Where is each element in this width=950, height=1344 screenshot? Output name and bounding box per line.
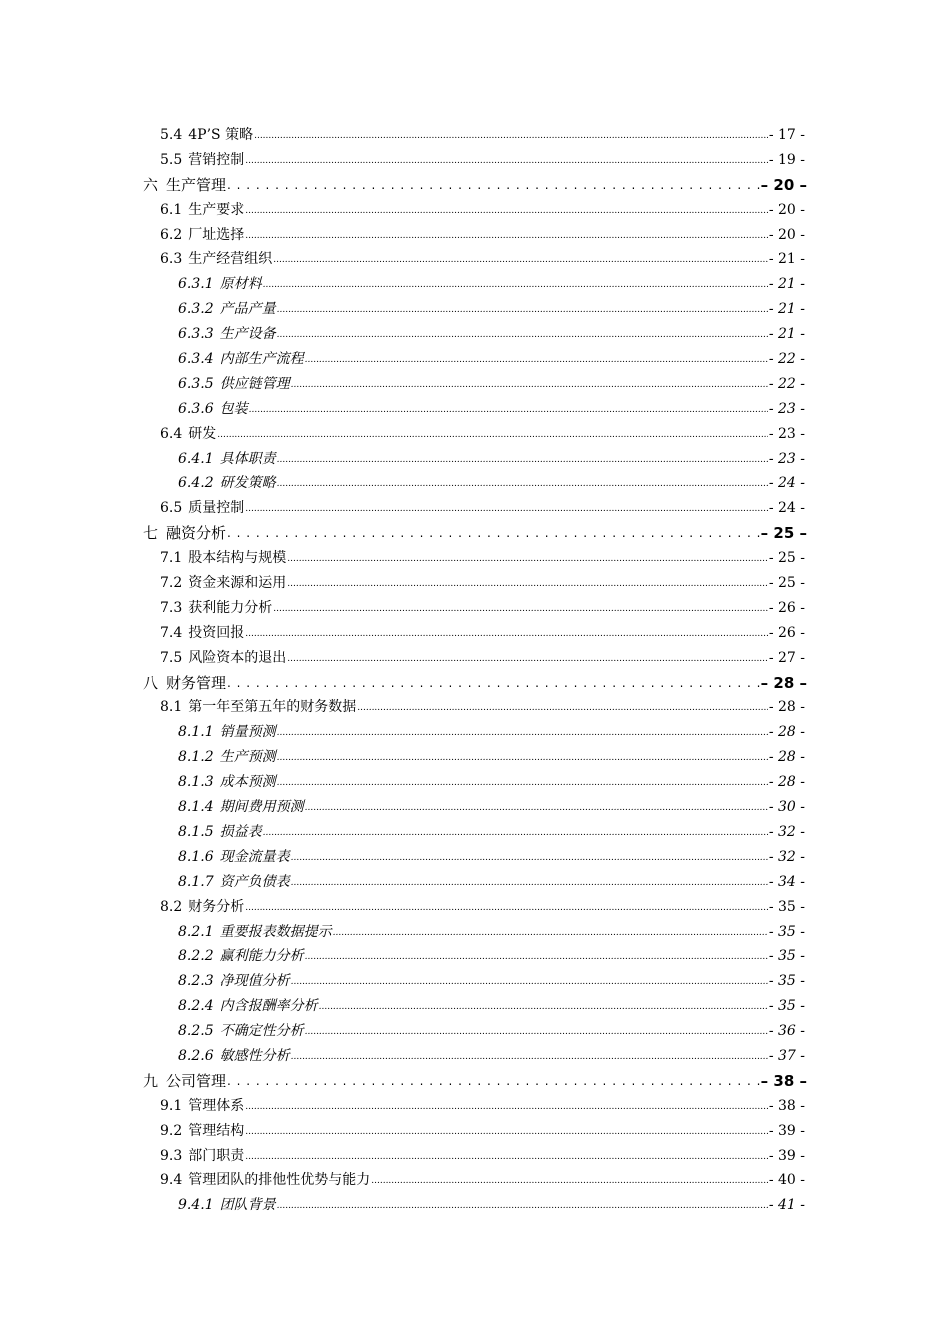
toc-section-number: 6.3.5	[178, 375, 214, 392]
toc-page-number: – 20 –	[760, 175, 807, 194]
toc-page-number: - 40 -	[768, 1172, 805, 1189]
toc-entry-level-2[interactable]	[0, 1094, 950, 1119]
toc-page-number: - 24 -	[768, 475, 805, 492]
toc-section-title: 现金流量表	[219, 848, 290, 865]
toc-section-number: 8.1.5	[178, 823, 214, 840]
toc-section-title: 具体职责	[219, 450, 276, 467]
toc-dot-leader	[227, 172, 760, 198]
toc-section-number: 8.2.2	[178, 948, 214, 965]
toc-section-number: 7.2	[160, 575, 183, 592]
toc-section-number: 六	[143, 175, 159, 194]
toc-page-number: - 35 -	[768, 973, 805, 990]
toc-dot-leader	[273, 246, 768, 273]
toc-entry-row	[160, 422, 805, 449]
toc-section-title: 管理团队的排他性优势与能力	[188, 1172, 371, 1189]
toc-entry-row	[160, 148, 805, 175]
toc-entry-row	[178, 272, 805, 299]
toc-dot-leader	[245, 147, 768, 174]
toc-dot-leader	[291, 844, 768, 871]
toc-dot-leader	[287, 545, 768, 572]
toc-entry-level-3[interactable]	[0, 969, 950, 994]
toc-entry-row	[178, 372, 805, 399]
toc-entry-level-3[interactable]	[0, 920, 950, 945]
toc-section-title: 质量控制	[188, 500, 245, 517]
toc-section-number: 6.3.4	[178, 351, 214, 368]
toc-entry-row	[178, 770, 805, 797]
toc-page-number: - 30 -	[768, 799, 805, 816]
toc-dot-leader	[287, 645, 768, 672]
toc-dot-leader	[227, 1068, 760, 1094]
toc-page-number: - 23 -	[768, 450, 805, 467]
toc-section-title: 第一年至第五年的财务数据	[188, 699, 357, 716]
toc-entry-level-3[interactable]	[0, 297, 950, 322]
toc-entry-row	[160, 571, 805, 598]
toc-section-title: 重要报表数据提示	[219, 923, 332, 940]
toc-section-title: 财务管理	[166, 673, 227, 692]
toc-section-title: 投资回报	[188, 624, 245, 641]
toc-entry-row	[160, 895, 805, 922]
toc-section-number: 6.4.2	[178, 475, 214, 492]
toc-section-title: 融资分析	[166, 524, 227, 543]
toc-page-number: - 39 -	[768, 1147, 805, 1164]
toc-section-number: 8.2.3	[178, 973, 214, 990]
toc-section-title: 股本结构与规模	[188, 550, 287, 567]
toc-dot-leader	[245, 894, 768, 921]
toc-dot-leader	[249, 396, 768, 423]
toc-section-number: 8.1.6	[178, 848, 214, 865]
toc-entry-row	[160, 1144, 805, 1171]
toc-dot-leader	[277, 719, 768, 746]
toc-entry-level-3[interactable]	[0, 471, 950, 496]
toc-dot-leader	[263, 819, 768, 846]
toc-section-title: 原材料	[219, 276, 262, 293]
toc-entry-row	[143, 521, 807, 547]
toc-page-number: - 23 -	[768, 400, 805, 417]
toc-entry-row	[178, 994, 805, 1021]
toc-entry-row	[178, 447, 805, 474]
toc-entry-level-2[interactable]	[0, 223, 950, 248]
toc-section-title: 内含报酬率分析	[219, 998, 318, 1015]
toc-entry-row	[178, 720, 805, 747]
toc-section-title: 研发策略	[219, 475, 276, 492]
toc-section-title: 损益表	[219, 823, 262, 840]
toc-page-number: - 20 -	[768, 201, 805, 218]
toc-entry-level-3[interactable]	[0, 795, 950, 820]
toc-entry-level-3[interactable]	[0, 372, 950, 397]
toc-page-number: - 28 -	[768, 774, 805, 791]
toc-section-number: 6.2	[160, 226, 183, 243]
toc-section-number: 6.4.1	[178, 450, 214, 467]
toc-entry-level-3[interactable]	[0, 1044, 950, 1069]
toc-entry-row	[178, 1044, 805, 1071]
toc-section-number: 8.1.3	[178, 774, 214, 791]
toc-section-title: 内部生产流程	[219, 351, 304, 368]
toc-dot-leader	[357, 694, 768, 721]
toc-section-number: 9.3	[160, 1147, 183, 1164]
toc-dot-leader	[287, 570, 768, 597]
toc-section-title: 营销控制	[188, 151, 245, 168]
toc-page-number: - 28 -	[768, 724, 805, 741]
toc-page-number: - 28 -	[768, 749, 805, 766]
toc-dot-leader	[305, 1018, 768, 1045]
toc-dot-leader	[305, 943, 768, 970]
toc-entry-level-2[interactable]	[0, 546, 950, 571]
toc-section-title: 资金来源和运用	[188, 575, 287, 592]
toc-page-number: - 17 -	[768, 127, 805, 143]
toc-page-number: - 35 -	[768, 898, 805, 915]
toc-page-number: - 34 -	[768, 873, 805, 890]
toc-section-title: 资产负债表	[219, 873, 290, 890]
toc-page-number: – 25 –	[760, 524, 807, 543]
toc-page-number: - 25 -	[768, 575, 805, 592]
toc-page-number: - 25 -	[768, 550, 805, 567]
toc-section-number: 9.4	[160, 1172, 183, 1189]
toc-dot-leader	[291, 371, 768, 398]
toc-entry-row	[143, 173, 807, 199]
toc-section-number: 8.2.1	[178, 923, 214, 940]
toc-section-title: 管理体系	[188, 1097, 245, 1114]
toc-section-number: 9.1	[160, 1097, 183, 1114]
toc-section-number: 8.1.2	[178, 749, 214, 766]
toc-entry-level-3[interactable]	[0, 272, 950, 297]
toc-dot-leader	[245, 620, 768, 647]
toc-section-number: 6.3.3	[178, 326, 214, 343]
toc-entry-level-3[interactable]	[0, 322, 950, 347]
toc-entry-level-3[interactable]	[0, 347, 950, 372]
toc-entry-level-2[interactable]	[0, 1119, 950, 1144]
toc-section-number: 九	[143, 1071, 159, 1090]
toc-section-title: 净现值分析	[219, 973, 290, 990]
toc-entry-row	[178, 845, 805, 872]
toc-section-number: 7.5	[160, 649, 183, 666]
toc-section-title: 部门职责	[188, 1147, 245, 1164]
toc-section-number: 5.5	[160, 151, 183, 168]
toc-dot-leader	[227, 520, 760, 546]
toc-dot-leader	[254, 122, 768, 149]
toc-dot-leader	[277, 321, 768, 348]
toc-section-title: 供应链管理	[219, 375, 290, 392]
toc-entry-level-2[interactable]	[0, 596, 950, 621]
toc-entry-level-2[interactable]	[0, 1168, 950, 1193]
toc-entry-level-3[interactable]	[0, 944, 950, 969]
toc-section-title: 生产预测	[219, 749, 276, 766]
toc-page-number: - 32 -	[768, 848, 805, 865]
toc-dot-leader	[305, 346, 768, 373]
toc-entry-row	[160, 198, 805, 225]
toc-entry-row	[160, 223, 805, 250]
toc-entry-row	[160, 1094, 805, 1121]
toc-section-number: 8.1.7	[178, 873, 214, 890]
toc-entry-row	[178, 870, 805, 897]
toc-section-number: 七	[143, 524, 159, 543]
toc-dot-leader	[277, 446, 768, 473]
toc-page-number: - 21 -	[768, 251, 805, 268]
toc-dot-leader	[291, 869, 768, 896]
toc-entry-level-2[interactable]	[0, 198, 950, 223]
toc-entry-level-3[interactable]	[0, 1193, 950, 1218]
toc-entry-level-3[interactable]	[0, 447, 950, 472]
toc-section-title: 不确定性分析	[219, 1023, 304, 1040]
toc-dot-leader	[245, 495, 768, 522]
toc-entry-level-1[interactable]	[0, 173, 950, 198]
toc-entry-level-3[interactable]	[0, 720, 950, 745]
toc-page-number: - 21 -	[768, 301, 805, 318]
toc-dot-leader	[217, 421, 768, 448]
toc-entry-level-3[interactable]	[0, 994, 950, 1019]
toc-section-number: 6.3.1	[178, 276, 214, 293]
toc-page-number: - 23 -	[768, 425, 805, 442]
toc-page-number: - 41 -	[768, 1197, 805, 1214]
toc-page-number: - 19 -	[768, 151, 805, 168]
toc-section-title: 赢利能力分析	[219, 948, 304, 965]
toc-dot-leader	[245, 1118, 768, 1145]
toc-section-number: 6.4	[160, 425, 183, 442]
toc-page-number: - 27 -	[768, 649, 805, 666]
toc-page-number: - 35 -	[768, 923, 805, 940]
toc-dot-leader	[245, 1143, 768, 1170]
toc-section-number: 7.4	[160, 624, 183, 641]
toc-page-number: - 26 -	[768, 599, 805, 616]
toc-dot-leader	[333, 919, 768, 946]
toc-section-number: 6.3.6	[178, 400, 214, 417]
toc-entry-level-2[interactable]	[0, 1144, 950, 1169]
toc-section-number: 8.2.4	[178, 998, 214, 1015]
toc-entry-row	[160, 695, 805, 722]
toc-dot-leader	[305, 794, 768, 821]
toc-dot-leader	[263, 271, 768, 298]
toc-entry-level-3[interactable]	[0, 1019, 950, 1044]
toc-page-number: - 28 -	[768, 699, 805, 716]
toc-page-number: – 38 –	[760, 1071, 807, 1090]
toc-page-number: - 26 -	[768, 624, 805, 641]
toc-entry-level-2[interactable]	[0, 895, 950, 920]
toc-entry-row	[178, 795, 805, 822]
toc-page-number: - 38 -	[768, 1097, 805, 1114]
toc-page-number: - 21 -	[768, 326, 805, 343]
toc-entry-row	[160, 546, 805, 573]
toc-section-number: 8.1.1	[178, 724, 214, 741]
toc-entry-level-2[interactable]	[0, 646, 950, 671]
toc-entry-level-3[interactable]	[0, 820, 950, 845]
toc-page-number: - 22 -	[768, 375, 805, 392]
toc-dot-leader	[371, 1167, 768, 1194]
toc-entry-level-3[interactable]	[0, 745, 950, 770]
toc-section-title: 生产设备	[219, 326, 276, 343]
toc-dot-leader	[291, 1043, 768, 1070]
toc-section-title: 团队背景	[219, 1197, 276, 1214]
toc-section-title: 产品产量	[219, 301, 276, 318]
toc-page-number: - 22 -	[768, 351, 805, 368]
toc-entry-row	[178, 397, 805, 424]
toc-section-title: 生产要求	[188, 201, 245, 218]
toc-dot-leader	[277, 744, 768, 771]
toc-entry-level-2[interactable]	[0, 247, 950, 272]
toc-entry-level-3[interactable]	[0, 870, 950, 895]
toc-entry-level-2[interactable]	[0, 422, 950, 447]
toc-dot-leader	[273, 595, 768, 622]
toc-section-title: 期间费用预测	[219, 799, 304, 816]
toc-section-number: 9.4.1	[178, 1197, 214, 1214]
toc-dot-leader	[245, 1093, 768, 1120]
toc-entry-level-2[interactable]	[0, 148, 950, 173]
toc-dot-leader	[277, 769, 768, 796]
toc-section-number: 7.3	[160, 599, 183, 616]
toc-section-title: 厂址选择	[188, 226, 245, 243]
toc-section-number: 7.1	[160, 550, 183, 567]
toc-entry-row	[160, 1119, 805, 1146]
toc-entry-level-2[interactable]	[0, 695, 950, 720]
toc-entry-row	[178, 969, 805, 996]
toc-section-number: 8.2	[160, 898, 183, 915]
toc-dot-leader	[277, 470, 768, 497]
toc-section-title: 财务分析	[188, 898, 245, 915]
toc-section-title: 成本预测	[219, 774, 276, 791]
toc-entry-level-3[interactable]	[0, 397, 950, 422]
toc-section-title: 生产管理	[166, 175, 227, 194]
toc-page-number: - 35 -	[768, 948, 805, 965]
toc-entry-level-2[interactable]	[0, 571, 950, 596]
toc-section-number: 8.2.6	[178, 1047, 214, 1064]
toc-page-number: - 20 -	[768, 226, 805, 243]
toc-entry-row	[143, 671, 807, 697]
toc-entry-row	[160, 621, 805, 648]
toc-entry-level-1[interactable]	[0, 521, 950, 546]
toc-page-number: - 39 -	[768, 1122, 805, 1139]
toc-entry-row	[160, 123, 805, 150]
toc-section-title: 获利能力分析	[188, 599, 273, 616]
toc-section-title: 研发	[188, 425, 217, 442]
toc-entry-row	[143, 1069, 807, 1095]
toc-entry-level-2[interactable]	[0, 496, 950, 521]
toc-section-number: 6.3	[160, 251, 183, 268]
toc-dot-leader	[277, 296, 768, 323]
toc-entry-row	[178, 944, 805, 971]
toc-section-number: 6.5	[160, 500, 183, 517]
toc-page-number: - 21 -	[768, 276, 805, 293]
toc-entry-level-1[interactable]	[0, 1069, 950, 1094]
toc-section-number: 6.3.2	[178, 301, 214, 318]
toc-page-number: - 32 -	[768, 823, 805, 840]
toc-entry-level-2[interactable]	[0, 123, 950, 148]
toc-entry-row	[178, 471, 805, 498]
toc-entry-row	[160, 596, 805, 623]
toc-dot-leader	[245, 222, 768, 249]
toc-section-title: 销量预测	[219, 724, 276, 741]
toc-section-number: 9.2	[160, 1122, 183, 1139]
toc-dot-leader	[227, 670, 760, 696]
toc-section-number: 5.4	[160, 127, 183, 143]
toc-entry-row	[160, 1168, 805, 1195]
toc-section-title: 4P’S 策略	[188, 127, 254, 143]
toc-entry-row	[178, 1193, 805, 1220]
toc-section-title: 公司管理	[166, 1071, 227, 1090]
toc-page-number: - 35 -	[768, 998, 805, 1015]
toc-section-title: 生产经营组织	[188, 251, 273, 268]
toc-entry-level-1[interactable]	[0, 671, 950, 696]
toc-dot-leader	[277, 1192, 768, 1219]
toc-page-number: - 36 -	[768, 1023, 805, 1040]
toc-section-title: 管理结构	[188, 1122, 245, 1139]
toc-dot-leader	[291, 968, 768, 995]
toc-entry-row	[178, 920, 805, 947]
toc-page-number: – 28 –	[760, 673, 807, 692]
toc-page-number: - 24 -	[768, 500, 805, 517]
toc-entry-level-2[interactable]	[0, 621, 950, 646]
toc-dot-leader	[245, 197, 768, 224]
toc-section-number: 8.1	[160, 699, 183, 716]
toc-section-number: 8.2.5	[178, 1023, 214, 1040]
toc-section-title: 风险资本的退出	[188, 649, 287, 666]
toc-entry-row	[160, 646, 805, 673]
toc-section-number: 8.1.4	[178, 799, 214, 816]
toc-entry-row	[160, 247, 805, 274]
table-of-contents	[0, 123, 950, 1218]
toc-entry-row	[178, 745, 805, 772]
toc-entry-row	[178, 322, 805, 349]
toc-dot-leader	[319, 993, 768, 1020]
toc-entry-row	[178, 347, 805, 374]
toc-entry-row	[178, 297, 805, 324]
toc-section-title: 包装	[219, 400, 248, 417]
toc-entry-row	[178, 1019, 805, 1046]
toc-entry-row	[160, 496, 805, 523]
toc-entry-level-3[interactable]	[0, 770, 950, 795]
toc-section-title: 敏感性分析	[219, 1047, 290, 1064]
toc-page-number: - 37 -	[768, 1047, 805, 1064]
toc-section-number: 6.1	[160, 201, 183, 218]
toc-section-number: 八	[143, 673, 159, 692]
toc-entry-row	[178, 820, 805, 847]
toc-entry-level-3[interactable]	[0, 845, 950, 870]
